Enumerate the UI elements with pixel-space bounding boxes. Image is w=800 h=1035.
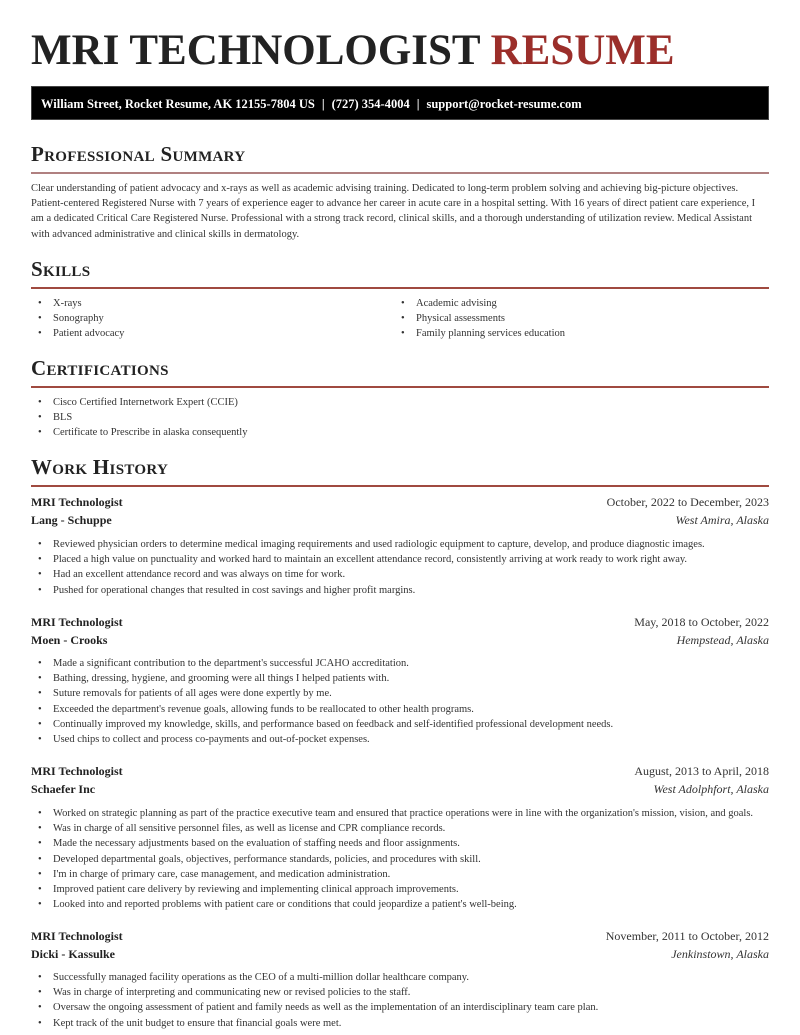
job-bullets [31,537,705,598]
contact-separator: | [416,97,420,111]
job-company-row [31,946,769,963]
certifications-list [31,395,247,441]
section-heading-skills: Skills [31,257,91,281]
section-heading-certifications: Certifications [31,356,169,380]
job-header-row [31,763,769,780]
skills-list-right [394,296,565,342]
job-company: Moen - Crooks [31,633,108,647]
section-divider [31,386,769,388]
job-bullet: • Was in charge of interpreting and communicating new or revised policies to the staff. [31,985,598,1000]
certification-item: • Certificate to Prescribe in alaska consequently [31,425,247,440]
job-dates: May, 2018 to October, 2022 [634,615,769,629]
job-bullet: • Looked into and reported problems with patient care or conditions that could jeopardize a patient's well-being. [31,897,753,912]
job-company-row [31,632,769,649]
contact-email[interactable]: support@rocket-resume.com [426,97,582,111]
contact-separator: | [321,97,325,111]
contact-address: William Street, Rocket Resume, AK 12155-7804 US [41,97,315,111]
title-main: MRI TECHNOLOGIST [31,27,480,74]
section-divider [31,287,769,289]
job-dates: August, 2013 to April, 2018 [634,764,769,778]
job-title: MRI Technologist [31,615,123,629]
skill-item: • Sonography [31,311,124,326]
job-location: West Amira, Alaska [675,513,769,527]
job-bullets [31,970,598,1031]
skill-item: • X-rays [31,296,124,311]
title-accent: RESUME [490,27,675,74]
job-company-row [31,781,769,798]
skill-item: • Physical assessments [394,311,565,326]
job-bullet: • Exceeded the department's revenue goals, allowing funds to be reallocated to other health programs. [31,702,613,717]
page-title [31,28,675,74]
job-bullet: • Used chips to collect and process co-payments and out-of-pocket expenses. [31,732,613,747]
job-bullet: • Oversaw the ongoing assessment of patient and family needs as well as the implementation of an interdisciplinary team care plan. [31,1000,598,1015]
skills-list-left [31,296,124,342]
job-location: West Adolphfort, Alaska [653,782,769,796]
job-bullets [31,806,753,912]
job-bullet: • I'm in charge of primary care, case management, and medication administration. [31,867,753,882]
job-header-row [31,614,769,631]
job-title: MRI Technologist [31,764,123,778]
job-bullet: • Made the necessary adjustments based on the evaluation of staffing needs and floor assignments. [31,836,753,851]
job-bullet: • Successfully managed facility operations as the CEO of a multi-million dollar healthcare company. [31,970,598,985]
skill-item: • Academic advising [394,296,565,311]
job-bullet: • Pushed for operational changes that resulted in cost savings and higher profit margins. [31,583,705,598]
contact-phone[interactable]: (727) 354-4004 [331,97,410,111]
job-bullet: • Kept track of the unit budget to ensure that financial goals were met. [31,1016,598,1031]
job-dates: October, 2022 to December, 2023 [606,495,769,509]
job-bullets [31,656,613,747]
job-bullet: • Was in charge of all sensitive personnel files, as well as license and CPR compliance records. [31,821,753,836]
job-bullet: • Had an excellent attendance record and was always on time for work. [31,567,705,582]
job-company: Lang - Schuppe [31,513,112,527]
skill-item: • Family planning services education [394,326,565,341]
job-bullet: • Worked on strategic planning as part of the practice executive team and ensured that practice operations were in line with the organization's mission, vision, and goals. [31,806,753,821]
job-bullet: • Developed departmental goals, objectives, performance standards, policies, and procedures with skill. [31,852,753,867]
job-company-row [31,512,769,529]
job-bullet: • Made a significant contribution to the department's successful JCAHO accreditation. [31,656,613,671]
job-header-row [31,928,769,945]
certification-item: • BLS [31,410,247,425]
job-title: MRI Technologist [31,495,123,509]
job-dates: November, 2011 to October, 2012 [605,929,769,943]
certification-item: • Cisco Certified Internetwork Expert (CCIE) [31,395,247,410]
job-title: MRI Technologist [31,929,123,943]
section-heading-summary: Professional Summary [31,142,246,166]
job-location: Jenkinstown, Alaska [671,947,769,961]
job-bullet: • Improved patient care delivery by reviewing and implementing clinical approach improvements. [31,882,753,897]
contact-bar [31,86,769,120]
job-location: Hempstead, Alaska [676,633,769,647]
section-heading-work-history: Work History [31,455,169,479]
section-divider [31,172,769,174]
job-bullet: • Suture removals for patients of all ages were done expertly by me. [31,686,613,701]
job-bullet: • Bathing, dressing, hygiene, and grooming were all things I helped patients with. [31,671,613,686]
job-header-row [31,494,769,511]
job-bullet: • Placed a high value on punctuality and worked hard to maintain an excellent attendance record, consistently arriving at work ready to work right away. [31,552,705,567]
job-bullet: • Reviewed physician orders to determine medical imaging requirements and used radiologic equipment to capture, develop, and produce diagnostic images. [31,537,705,552]
section-divider [31,485,769,487]
job-company: Dicki - Kassulke [31,947,116,961]
job-bullet: • Continually improved my knowledge, skills, and performance based on feedback and self-identified professional development needs. [31,717,613,732]
job-company: Schaefer Inc [31,782,96,796]
summary-text: Clear understanding of patient advocacy and x-rays as well as academic advising training. Dedicated to long-term problem solving and achieving big-picture objectives. Patient-centered Registered Nurse with 7 years of experience eager to advance her career in acute care in a hospital setting. With 16 years of direct patient care experience, I am a dedicated Critical Care Registered Nurse. Professional with a strong track record, clinical skills, and a thorough understanding of utilization review. Medical Assistant with advanced administrative and clinical skills in dermatology. [31,183,756,240]
skill-item: • Patient advocacy [31,326,124,341]
